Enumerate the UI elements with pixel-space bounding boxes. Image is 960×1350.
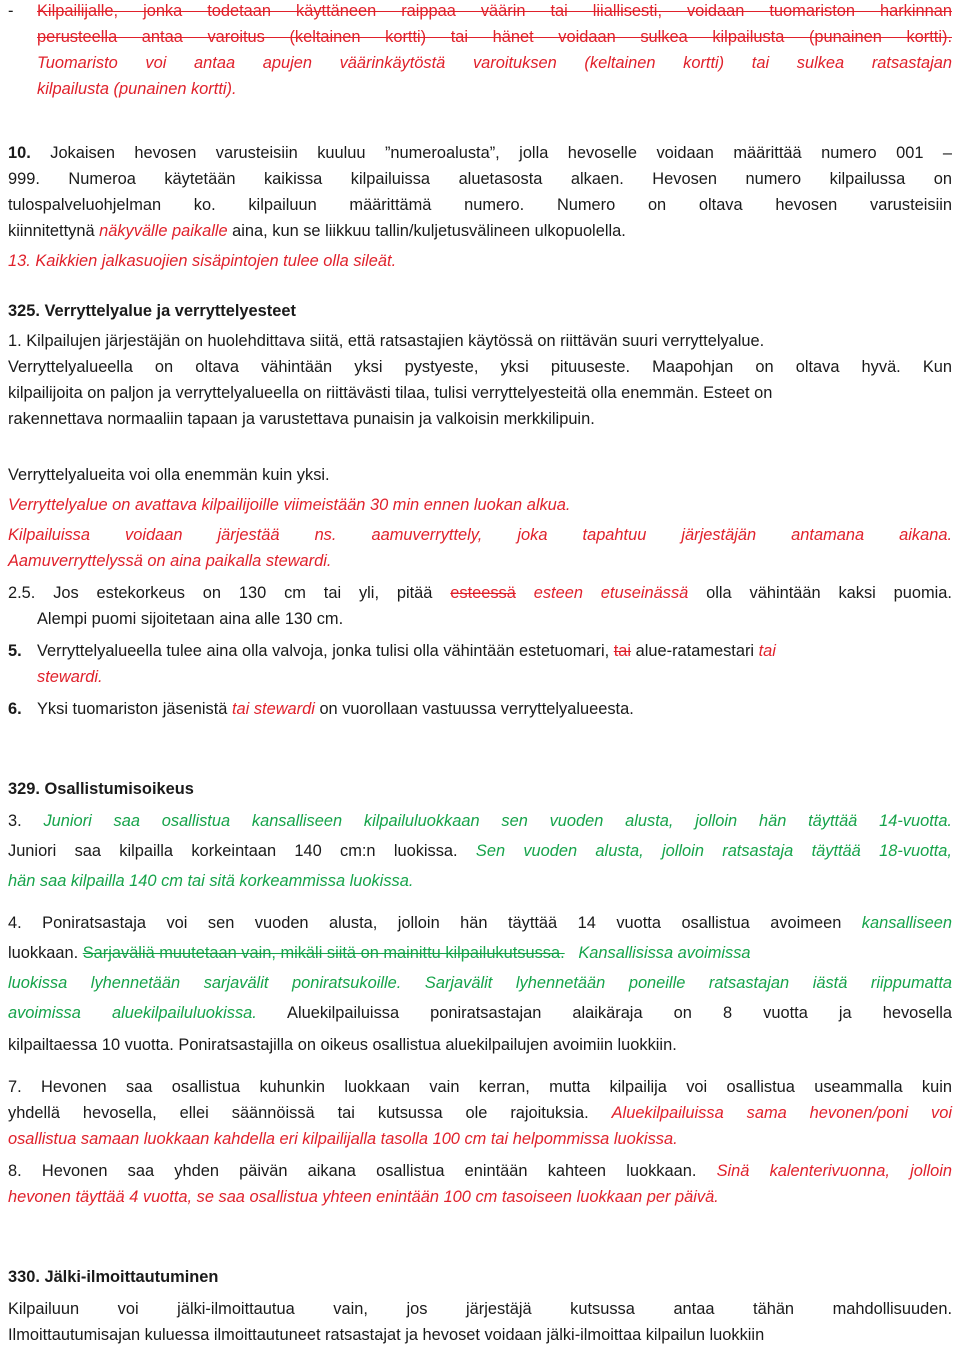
text-span: luokkaan. — [8, 944, 79, 962]
section-heading: 325. Verryttelyalue ja verryttelyesteet — [8, 302, 296, 320]
text-line: Ilmoittautumisajan kuluessa ilmoittautuneet ratsastajat ja hevoset voidaan jälki-ilmoittaa kilpailun luokkiin — [8, 1326, 765, 1344]
text-span: yhdellä hevosella, ellei säännöissä tai kutsussa ole rajoituksia. — [8, 1104, 589, 1122]
text-line: Verryttelyalue on avattava kilpailijoille viimeistään 30 min ennen luokan alkua. — [8, 496, 571, 514]
text-line: kilpailijoita on paljon ja verryttelyalueella on riittävästi tilaa, tulisi verryttelyesteitä olla enemmän. Esteet on — [8, 384, 773, 402]
text-line — [37, 698, 952, 724]
text-span: olla vähintään kaksi puomia. — [706, 584, 952, 602]
text-line — [8, 1002, 952, 1028]
text-span: 3. — [8, 812, 22, 830]
text-line: stewardi. — [37, 668, 103, 686]
text-line — [8, 840, 952, 866]
text-line: 7. Hevonen saa osallistua kuhunkin luokkaan vain kerran, mutta kilpailija voi osallistua useammalla kuin — [8, 1078, 952, 1096]
text-line: Kilpailijalle, jonka todetaan käyttäneen raippaa väärin tai liiallisesti, voidaan tuomariston harkinnan — [37, 2, 952, 20]
section-heading: 329. Osallistumisoikeus — [8, 780, 194, 798]
text-span: avoimissa aluekilpailuluokissa. — [8, 1004, 257, 1022]
text-span: Verryttelyalueella tulee aina olla valvoja, jonka tulisi olla vähintään estetuomari, — [37, 642, 610, 660]
text-span: Juniori saa kilpailla korkeintaan 140 cm:n luokissa. — [8, 842, 458, 860]
text-line: hevonen täyttää 4 vuotta, se saa osallistua yhteen enintään 100 cm tasoiseen luokkaan per päivä. — [8, 1188, 719, 1206]
text-line: Kilpailuissa voidaan järjestää ns. aamuverryttely, joka tapahtuu järjestäjän antamana aikana. — [8, 526, 952, 544]
text-span: 4. Poniratsastaja voi sen vuoden alusta, jolloin hän täyttää 14 vuotta osallistua avoimeen — [8, 914, 842, 932]
text-line — [8, 1160, 952, 1186]
text-span: Sinä kalenterivuonna, jolloin — [716, 1162, 952, 1180]
text-span: 8. Hevonen saa yhden päivän aikana osallistua enintään kahteen luokkaan. — [8, 1162, 697, 1180]
deleted-text: esteessä — [450, 584, 516, 602]
section-number: 10. — [8, 144, 31, 162]
deleted-text: tai — [613, 642, 632, 660]
text-span: esteen etuseinässä — [533, 584, 689, 602]
text-line — [8, 942, 952, 968]
text-line — [8, 142, 952, 168]
text-line — [8, 582, 952, 608]
text-line — [8, 220, 952, 246]
text-line — [37, 640, 952, 666]
text-span: on vuorollaan vastuussa verryttelyalueesta. — [319, 700, 634, 718]
text-span: Yksi tuomariston jäsenistä — [37, 700, 228, 718]
text-line: 1. Kilpailujen järjestäjän on huolehdittava siitä, että ratsastajien käytössä on riittävän suuri verryttelyalue. — [8, 332, 765, 350]
section-heading: 330. Jälki-ilmoittautuminen — [8, 1268, 219, 1286]
item-number: 5. — [8, 642, 22, 660]
text-line: Aamuverryttelyssä on aina paikalla stewardi. — [8, 552, 332, 570]
text-line: kilpailusta (punainen kortti). — [37, 80, 237, 98]
text-line: osallistua samaan luokkaan kahdella eri kilpailijalla tasolla 100 cm tai helpommissa luokissa. — [8, 1130, 678, 1148]
text-span: tai stewardi — [231, 700, 315, 718]
text-span: tai — [758, 642, 776, 660]
text-span: kansalliseen — [861, 914, 952, 932]
text-span: Juniori saa osallistua kansalliseen kilpailuluokkaan sen vuoden alusta, jolloin hän täyttää 14-vuotta. — [43, 812, 952, 830]
text-span: aina, kun se liikkuu tallin/kuljetusvälineen ulkopuolella. — [232, 222, 626, 240]
text-span: näkyvälle paikalle — [99, 222, 228, 240]
text-line: Verryttelyalueita voi olla enemmän kuin yksi. — [8, 466, 330, 484]
text-line: luokissa lyhennetään sarjavälit poniratsukoille. Sarjavälit lyhennetään poneille ratsastajan iästä riippumatta — [8, 974, 952, 992]
text-span: Jokaisen hevosen varusteisiin kuuluu ”numeroalusta”, jolla hevoselle voidaan määrittää numero 001 – — [50, 144, 952, 162]
text-line: 999. Numeroa käytetään kaikissa kilpailuissa aluetasosta alkaen. Hevosen numero kilpailussa on — [8, 170, 952, 188]
text-line: Kilpailuun voi jälki-ilmoittautua vain, jos järjestäjä kutsussa antaa tähän mahdollisuuden. — [8, 1300, 952, 1318]
text-line: tulospalveluohjelman ko. kilpailuun määrittämä numero. Numero on oltava hevosen varusteisiin — [8, 196, 952, 214]
text-line — [8, 810, 952, 836]
text-line: rakennettava normaaliin tapaan ja varustettava punaisin ja valkoisin merkkilipuin. — [8, 410, 595, 428]
text-line — [8, 912, 952, 938]
text-span: alue-ratamestari — [635, 642, 755, 660]
text-line: kilpailtaessa 10 vuotta. Poniratsastajilla on oikeus osallistua aluekilpailujen avoimiin luokkiin. — [8, 1036, 677, 1054]
list-bullet: - — [8, 2, 14, 20]
text-line: Verryttelyalueella on oltava vähintään yksi pystyeste, yksi pituuseste. Maapohjan on oltava hyvä. Kun — [8, 358, 952, 376]
text-line: perusteella antaa varoitus (keltainen kortti) tai hänet voidaan sulkea kilpailusta (punainen kortti). — [37, 28, 952, 46]
deleted-text: Sarjaväliä muutetaan vain, mikäli siitä on mainittu kilpailukutsussa. — [82, 944, 565, 962]
text-line: Alempi puomi sijoitetaan aina alle 130 cm. — [37, 610, 344, 628]
text-span: Aluekilpailuissa poniratsastajan alaikäraja on 8 vuotta ja hevosella — [287, 1004, 952, 1022]
text-span: kiinnitettynä — [8, 222, 95, 240]
text-line: 13. Kaikkien jalkasuojien sisäpintojen tulee olla sileät. — [8, 252, 397, 270]
item-number: 6. — [8, 700, 22, 718]
text-line — [8, 1102, 952, 1128]
text-span: Sen vuoden alusta, jolloin ratsastaja täyttää 18-vuotta, — [475, 842, 952, 860]
text-line: hän saa kilpailla 140 cm tai sitä korkeammissa luokissa. — [8, 872, 414, 890]
text-span: Aluekilpailuissa sama hevonen/poni voi — [611, 1104, 952, 1122]
text-line: Tuomaristo voi antaa apujen väärinkäytöstä varoituksen (keltainen kortti) tai sulkea ratsastajan — [37, 54, 952, 72]
text-span: Kansallisissa avoimissa — [578, 944, 751, 962]
text-span: 2.5. Jos estekorkeus on 130 cm tai yli, pitää — [8, 584, 433, 602]
